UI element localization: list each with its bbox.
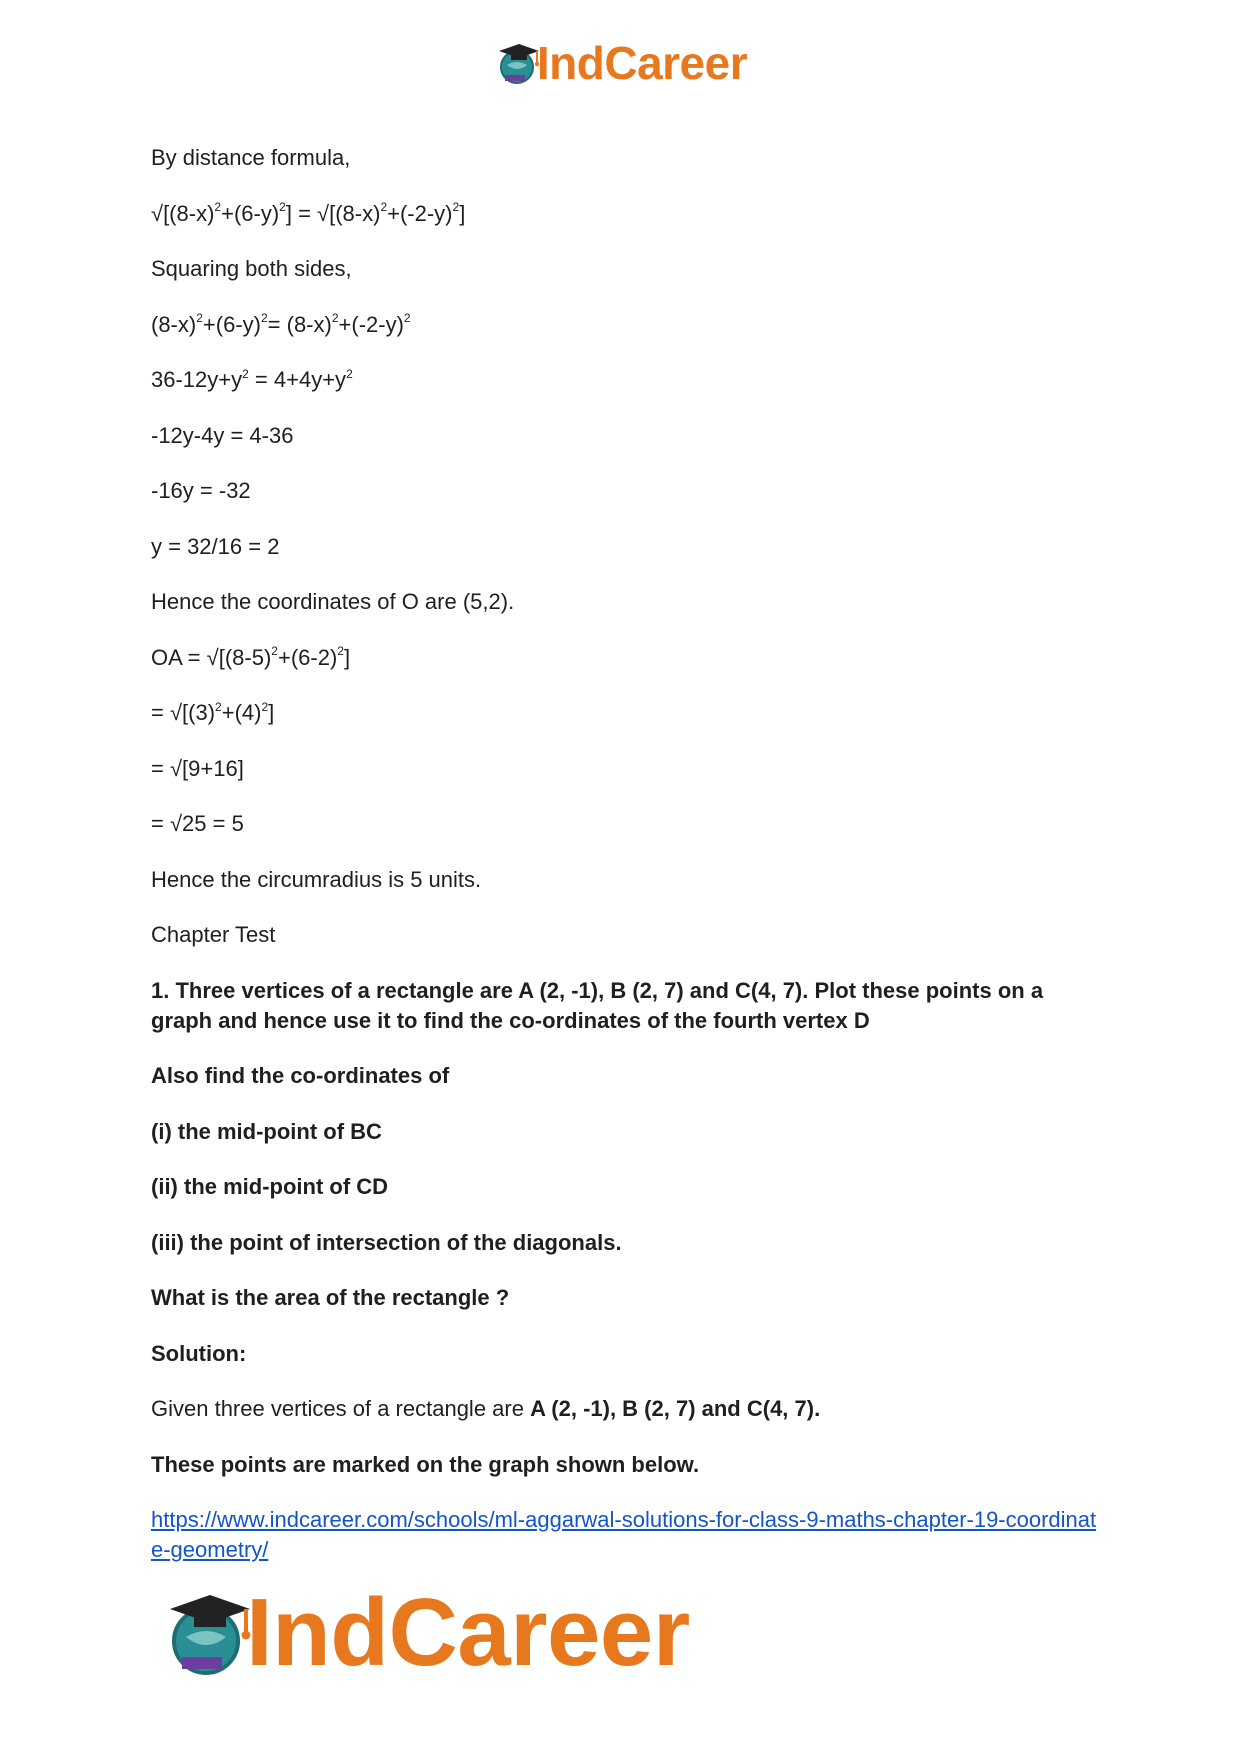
text-line: These points are marked on the graph shown below. bbox=[151, 1451, 700, 1477]
logo-text: IndCareer bbox=[536, 37, 748, 89]
header-logo bbox=[0, 37, 1242, 89]
question-part: (ii) the mid-point of CD bbox=[151, 1174, 389, 1199]
equation-line: $(8-x)^2+(6-y)^2= (8-x)^2+(-2-y)^2$ bbox=[151, 311, 411, 337]
question-text: 1. Three vertices of a rectangle are A (2, -1), B (2, 7) and C(4, 7). Plot these points on a graph and hence use it to find the co-ordinates of the fourth vertex D bbox=[151, 977, 1044, 1033]
equation-line: -16y = -32 bbox=[151, 478, 251, 503]
question-text: Also find the co-ordinates of bbox=[151, 1063, 450, 1088]
graduation-cap-globe-icon bbox=[495, 41, 541, 85]
logo-text: IndCareer bbox=[246, 1579, 690, 1686]
equation-line: = √[9+16] bbox=[151, 755, 244, 781]
equation-line: $36-12y+y^2 = 4+4y+y^2$ bbox=[151, 366, 353, 392]
footer-logo bbox=[162, 1579, 690, 1686]
text-line: Hence the circumradius is 5 units. bbox=[151, 866, 482, 892]
graduation-cap-globe-icon bbox=[162, 1589, 254, 1677]
text-line: Hence the coordinates of O are (5,2). bbox=[151, 589, 515, 614]
equation-line: $√[(8-x)^2+(6-y)^2] = √[(8-x)^2+(-2-y)^2]$ bbox=[151, 200, 466, 226]
section-heading: Chapter Test bbox=[151, 922, 276, 947]
solution-label: Solution: bbox=[151, 1340, 247, 1366]
equation-line: y = 32/16 = 2 bbox=[151, 533, 280, 559]
equation-line: = $√[(3)^2+(4)^2]$ bbox=[151, 699, 275, 725]
page-content bbox=[151, 143, 1101, 1565]
equation-line: = √25 = 5 bbox=[151, 811, 244, 836]
equation-line: OA = $√[(8-5)^2+(6-2)^2]$ bbox=[151, 644, 351, 670]
source-link[interactable]: https://www.indcareer.com/schools/ml-aggarwal-solutions-for-class-9-maths-chapter-19-coordinate-geometry/ bbox=[151, 1507, 1097, 1562]
text-line: Squaring both sides, bbox=[151, 256, 352, 281]
question-part: (iii) the point of intersection of the diagonals. bbox=[151, 1229, 622, 1255]
text-line: By distance formula, bbox=[151, 145, 351, 170]
question-text: What is the area of the rectangle ? bbox=[151, 1285, 510, 1310]
question-part: (i) the mid-point of BC bbox=[151, 1118, 382, 1144]
text-line: Given three vertices of a rectangle are A (2, -1), B (2, 7) and C(4, 7). bbox=[151, 1396, 821, 1421]
equation-line: -12y-4y = 4-36 bbox=[151, 422, 294, 448]
logo bbox=[495, 37, 748, 89]
